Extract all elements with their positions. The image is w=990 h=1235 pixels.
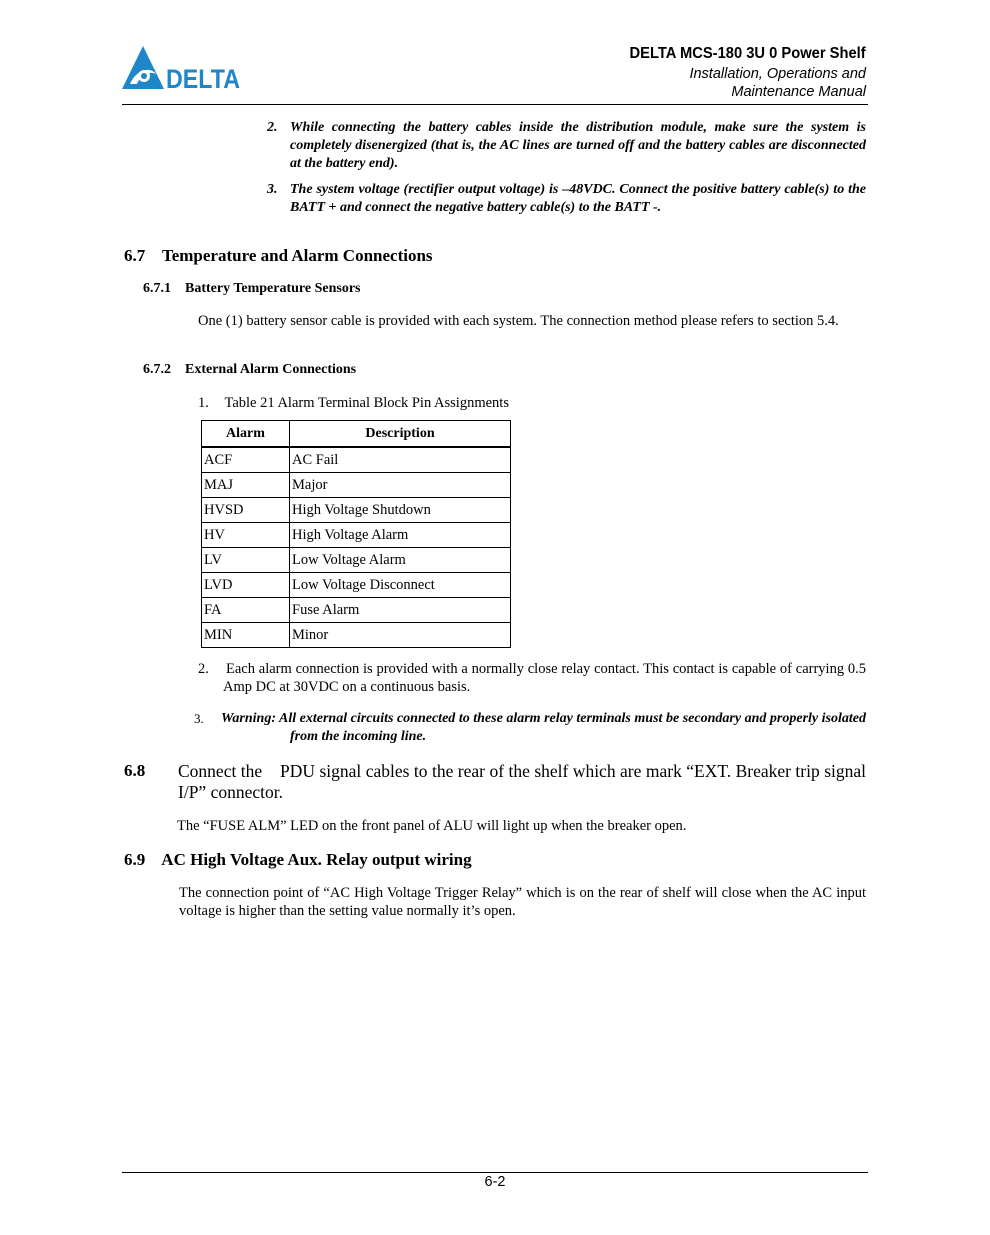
note-3-number: 3. bbox=[267, 182, 278, 197]
alarm-code: FA bbox=[202, 598, 290, 623]
alarm-pin-table bbox=[201, 420, 511, 648]
section-6-8-number: 6.8 bbox=[124, 761, 146, 780]
table-row bbox=[202, 498, 511, 523]
alarm-description: Major bbox=[290, 473, 511, 498]
section-6-9-text: The connection point of “AC High Voltage Trigger Relay” which is on the rear of shelf will close when the AC input voltage is higher than the setting value normally it’s open. bbox=[179, 885, 866, 919]
battery-sensor-text: One (1) battery sensor cable is provided with each system. The connection method please refers to section 5.4. bbox=[198, 313, 839, 329]
section-6-9-heading: 6.9 AC High Voltage Aux. Relay output wiring bbox=[124, 850, 472, 869]
alarm-code: MIN bbox=[202, 623, 290, 648]
alarm-code: ACF bbox=[202, 447, 290, 473]
alarm-description: Low Voltage Disconnect bbox=[290, 573, 511, 598]
document-title: DELTA MCS-180 3U 0 Power Shelf bbox=[629, 45, 866, 62]
item-3-warning-text: Warning: All external circuits connected to these alarm relay terminals must be secondary and properly isolated from the incoming line. bbox=[221, 711, 866, 744]
header-divider bbox=[122, 104, 868, 105]
note-2 bbox=[267, 119, 866, 173]
table-caption-item bbox=[198, 394, 509, 412]
alarm-code: LV bbox=[202, 548, 290, 573]
alarm-description: Minor bbox=[290, 623, 511, 648]
alarm-description: Low Voltage Alarm bbox=[290, 548, 511, 573]
fuse-alm-note: The “FUSE ALM” LED on the front panel of ALU will light up when the breaker open. bbox=[177, 818, 687, 834]
table-row bbox=[202, 598, 511, 623]
item-2-number: 2. bbox=[198, 661, 209, 677]
table-header-alarm: Alarm bbox=[202, 421, 290, 448]
document-subtitle-line1: Installation, Operations and bbox=[689, 66, 866, 82]
table-caption-number: 1. bbox=[198, 395, 209, 411]
table-row bbox=[202, 573, 511, 598]
alarm-description: High Voltage Alarm bbox=[290, 523, 511, 548]
note-2-text: While connecting the battery cables inside the distribution module, make sure the system is completely disenergized (that is, the AC lines are turned off and the battery cables are disconnected at the battery end). bbox=[290, 120, 866, 171]
alarm-code: MAJ bbox=[202, 473, 290, 498]
document-subtitle-line2: Maintenance Manual bbox=[731, 84, 866, 100]
item-3-number: 3. bbox=[194, 711, 204, 726]
table-header-row bbox=[202, 421, 511, 448]
table-row bbox=[202, 473, 511, 498]
section-6-8-text: Connect the PDU signal cables to the rear of the shelf which are mark “EXT. Breaker trip signal I/P” connector. bbox=[178, 761, 871, 802]
table-row bbox=[202, 447, 511, 473]
alarm-description: High Voltage Shutdown bbox=[290, 498, 511, 523]
alarm-code: HVSD bbox=[202, 498, 290, 523]
alarm-description: AC Fail bbox=[290, 447, 511, 473]
section-6-7-heading: 6.7 Temperature and Alarm Connections bbox=[124, 246, 433, 265]
table-row bbox=[202, 523, 511, 548]
note-3 bbox=[267, 181, 866, 217]
item-2-text: Each alarm connection is provided with a normally close relay contact. This contact is capable of carrying 0.5 Amp DC at 30VDC on a continuous basis. bbox=[223, 661, 866, 695]
logo-text: DELTA bbox=[166, 64, 240, 94]
note-3-text: The system voltage (rectifier output voltage) is –48VDC. Connect the positive battery cable(s) to the BATT + and connect the negative battery cable(s) to the BATT -. bbox=[290, 182, 866, 215]
delta-logo bbox=[122, 44, 242, 92]
footer-divider bbox=[122, 1172, 868, 1173]
section-6-7-1-heading: 6.7.1 Battery Temperature Sensors bbox=[143, 281, 361, 296]
delta-logo-graphic bbox=[122, 44, 242, 92]
note-2-number: 2. bbox=[267, 120, 278, 135]
section-6-7-2-heading: 6.7.2 External Alarm Connections bbox=[143, 362, 357, 377]
table-header-description: Description bbox=[290, 421, 511, 448]
page-number: 6-2 bbox=[484, 1174, 506, 1190]
alarm-description: Fuse Alarm bbox=[290, 598, 511, 623]
table-row bbox=[202, 623, 511, 648]
table-row bbox=[202, 548, 511, 573]
table-caption-text: Table 21 Alarm Terminal Block Pin Assignments bbox=[224, 395, 509, 411]
alarm-code: LVD bbox=[202, 573, 290, 598]
alarm-code: HV bbox=[202, 523, 290, 548]
